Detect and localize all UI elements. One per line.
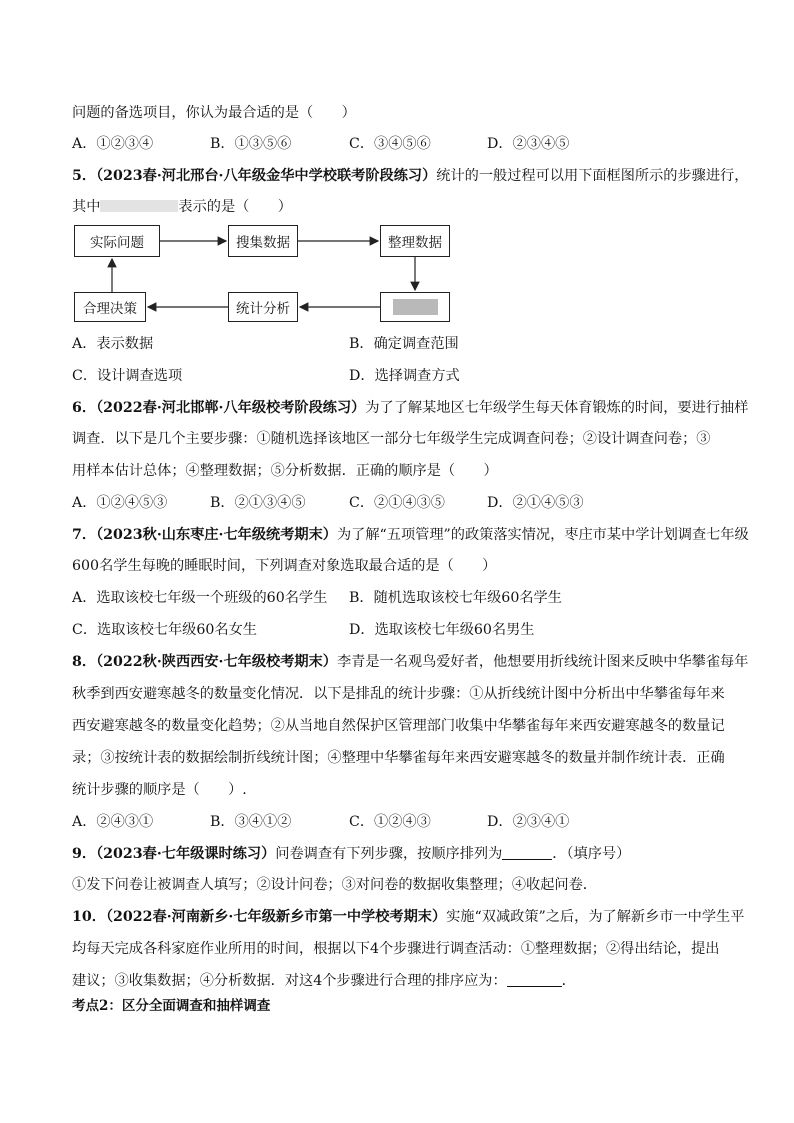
q6-option-b: B．②①③④⑤ (210, 495, 306, 511)
q4-option-c: C．③④⑤⑥ (349, 136, 431, 152)
q8-option-a: A．②④③① (72, 814, 154, 830)
q10-text3a: 建议；③收集数据；④分析数据．对这4个步骤进行合理的排序应为： (72, 973, 507, 989)
q10-number: 10． (72, 909, 106, 925)
q6-option-c: C．②①④③⑤ (349, 495, 445, 511)
q7-option-c: C．选取该校七年级60名女生 (72, 622, 257, 638)
q10-line3 (72, 971, 576, 991)
q7-option-a: A．选取该校七年级一个班级的60名学生 (72, 590, 328, 606)
diagram-box-collect-data: 搜集数据 (228, 225, 298, 257)
q8-number: 8． (72, 654, 97, 670)
q5-source: （2023春·河北邢台·八年级金华中学校联考阶段练习） (96, 168, 437, 184)
q7-line1 (72, 525, 749, 545)
q10-answer-blank (507, 972, 562, 987)
q5-option-a: A．表示数据 (72, 336, 154, 352)
q8-line1 (72, 652, 748, 672)
q8-line3: 西安避寒越冬的数量变化趋势；②从当地自然保护区管理部门收集中华攀雀每年来西安避寒越冬的数量记 (72, 718, 725, 734)
q10-line1 (72, 907, 744, 927)
q7-option-b: B．随机选取该校七年级60名学生 (349, 590, 562, 606)
diagram-box-stat-analysis: 统计分析 (228, 292, 298, 322)
q5-number: 5． (72, 168, 97, 184)
q10-line2: 均每天完成各科家庭作业所用的时间，根据以下4个步骤进行调查活动：①整理数据；②得出结论，提出 (72, 941, 720, 957)
q7-text1: 为了解“五项管理”的政策落实情况，枣庄市某中学计划调查七年级 (336, 527, 749, 543)
q6-line1 (72, 398, 748, 418)
q10-source: （2022春·河南新乡·七年级新乡市第一中学校考期末） (105, 909, 447, 925)
q9-answer-blank (502, 845, 552, 860)
q8-text1: 李青是一名观鸟爱好者，他想要用折线统计图来反映中华攀雀每年 (336, 654, 749, 670)
q8-option-d: D．②③④① (487, 814, 570, 830)
diagram-box-decision: 合理决策 (74, 292, 146, 322)
q5-option-c: C．设计调查选项 (72, 368, 183, 384)
q7-line2: 600名学生每晚的睡眠时间，下列调查对象选取最合适的是（ ） (72, 558, 497, 574)
q5-option-b: B．确定调查范围 (349, 336, 459, 352)
q8-source: （2022秋·陕西西安·七年级校考期末） (96, 654, 337, 670)
q4-option-d: D．②③④⑤ (487, 136, 570, 152)
q10-text1: 实施“双减政策”之后，为了解新乡市一中学生平 (446, 909, 745, 925)
q7-source: （2023秋·山东枣庄·七年级统考期末） (96, 527, 337, 543)
q8-line5: 统计步骤的顺序是（ ）. (72, 782, 247, 798)
q6-source: （2022春·河北邯郸·八年级校考阶段练习） (96, 400, 366, 416)
diagram-box-organize-data: 整理数据 (380, 225, 450, 257)
q6-line3: 用样本估计总体；④整理数据；⑤分析数据．正确的顺序是（ ） (72, 463, 498, 479)
q5-text2b: 表示的是（ ） (178, 199, 292, 215)
q4-text: 问题的备选项目，你认为最合适的是（ ） (72, 105, 356, 121)
q9-text1a: 问卷调查有下列步骤，按顺序排列为 (275, 846, 503, 862)
q7-option-d: D．选取该校七年级60名男生 (349, 622, 535, 638)
q8-line4: 录；③按统计表的数据绘制折线统计图；④整理中华攀雀每年来西安避寒越冬的数量并制作统计表．正确 (72, 750, 725, 766)
section-heading: 考点2：区分全面调查和抽样调查 (72, 998, 271, 1014)
q5-text1: 统计的一般过程可以用下面框图所示的步骤进行， (436, 168, 749, 184)
q7-number: 7． (72, 527, 97, 543)
q4-option-b: B．①③⑤⑥ (210, 136, 292, 152)
q6-option-d: D．②①④⑤③ (487, 495, 584, 511)
q4-option-a: A．①②③④ (72, 136, 154, 152)
q9-source: （2023春·七年级课时练习） (96, 846, 276, 862)
q9-text1b: ．（填序号） (552, 846, 631, 862)
q9-line1 (72, 844, 630, 864)
q5-option-d: D．选择调查方式 (349, 368, 460, 384)
q6-option-a: A．①②④⑤③ (72, 495, 168, 511)
q9-line2: ①发下问卷让被调查人填写；②设计问卷；③对问卷的数据收集整理；④收起问卷． (72, 877, 597, 893)
q8-option-b: B．③④①② (210, 814, 292, 830)
q10-text3b: ． (561, 973, 576, 989)
q6-number: 6． (72, 400, 97, 416)
q5-text2a: 其中 (72, 199, 101, 215)
q6-text1: 为了了解某地区七年级学生每天体育锻炼的时间，要进行抽样 (365, 400, 749, 416)
q8-option-c: C．①②④③ (349, 814, 431, 830)
q8-line2: 秋季到西安避寒越冬的数量变化情况．以下是排乱的统计步骤：①从折线统计图中分析出中华攀雀每年来 (72, 686, 725, 702)
q9-number: 9． (72, 846, 97, 862)
diagram-box-actual-problem: 实际问题 (74, 225, 160, 257)
q6-line2: 调查．以下是几个主要步骤：①随机选择该地区一部分七年级学生完成调查问卷；②设计调查问卷；③ (72, 431, 711, 447)
